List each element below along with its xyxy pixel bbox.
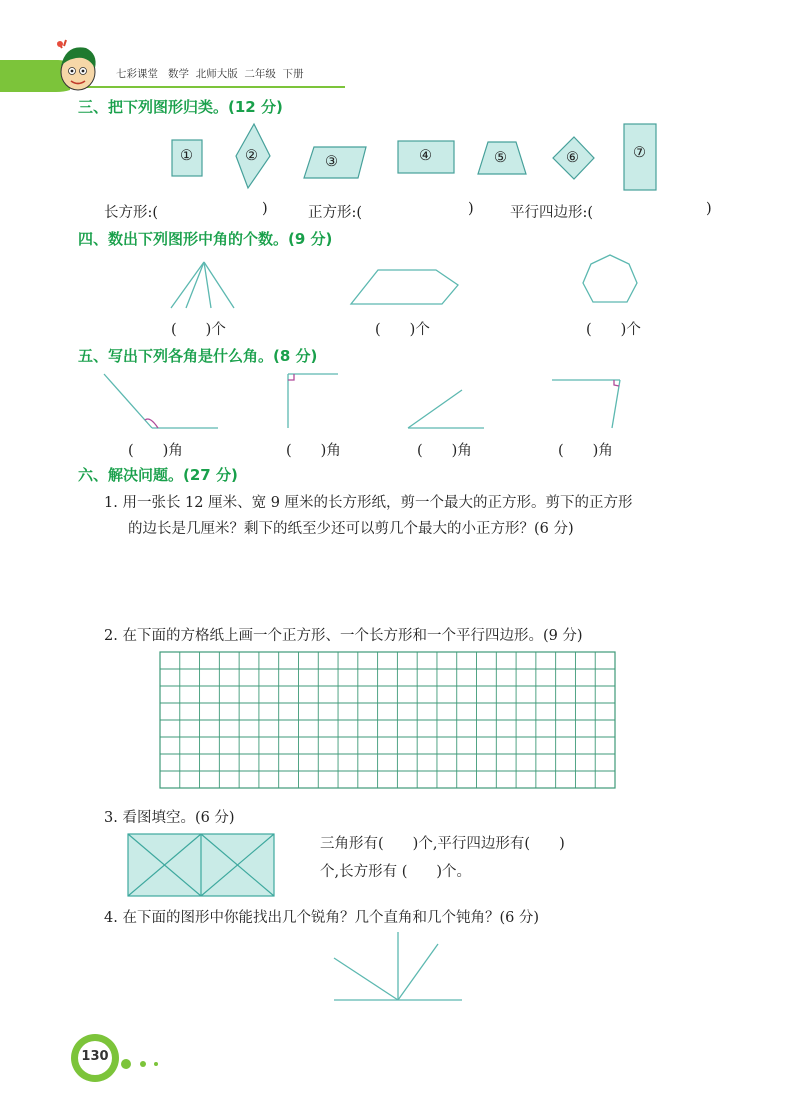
blank-angle-count-3[interactable]: ( )个 bbox=[586, 322, 641, 338]
shape-label-3: ③ bbox=[325, 154, 338, 170]
dot-icon bbox=[121, 1059, 131, 1069]
header-grade: 二年级 bbox=[244, 68, 276, 80]
shape-label-5: ⑤ bbox=[494, 150, 507, 166]
q1-line1: 1. 用一张长 12 厘米、宽 9 厘米的长方形纸，剪一个最大的正方形。剪下的正方形 bbox=[104, 495, 633, 511]
header-edition: 北师大版 bbox=[195, 68, 238, 80]
answer-square-close: ) bbox=[468, 201, 474, 217]
page-number: 130 bbox=[81, 1049, 109, 1064]
header-subject: 数学 bbox=[168, 68, 190, 80]
answer-square-label: 正方形:( bbox=[308, 205, 363, 221]
answer-rectangle-label: 长方形:( bbox=[104, 205, 159, 221]
shape-label-4: ④ bbox=[419, 148, 432, 164]
header-series: 七彩课堂 bbox=[116, 68, 158, 80]
section5-title: 五、写出下列各角是什么角。(8 分) bbox=[78, 347, 318, 365]
q3-line2: 个,长方形有 ( )个。 bbox=[320, 864, 472, 880]
shape-label-1: ① bbox=[180, 148, 193, 164]
blank-angle-type-3[interactable]: ( )角 bbox=[417, 443, 472, 459]
header-volume: 下册 bbox=[282, 68, 304, 80]
answer-rectangle-close: ) bbox=[262, 201, 268, 217]
shape-label-2: ② bbox=[245, 148, 258, 164]
section3-title: 三、把下列图形归类。(12 分) bbox=[78, 98, 283, 116]
blank-angle-type-1[interactable]: ( )角 bbox=[128, 443, 183, 459]
section4-title: 四、数出下列图形中角的个数。(9 分) bbox=[78, 230, 333, 248]
section6-title: 六、解决问题。(27 分) bbox=[78, 466, 238, 484]
answer-parallelogram-close: ) bbox=[706, 201, 712, 217]
blank-angle-count-1[interactable]: ( )个 bbox=[171, 322, 226, 338]
dot-icon bbox=[154, 1062, 158, 1066]
q3-line1: 三角形有( )个,平行四边形有( ) bbox=[320, 836, 565, 852]
dot-icon bbox=[140, 1061, 146, 1067]
blank-angle-count-2[interactable]: ( )个 bbox=[375, 322, 430, 338]
shape-label-7: ⑦ bbox=[633, 145, 646, 161]
blank-angle-type-4[interactable]: ( )角 bbox=[558, 443, 613, 459]
q3-text: 3. 看图填空。(6 分) bbox=[104, 810, 235, 826]
blank-angle-type-2[interactable]: ( )角 bbox=[286, 443, 341, 459]
q2-text: 2. 在下面的方格纸上画一个正方形、一个长方形和一个平行四边形。(9 分) bbox=[104, 628, 583, 644]
answer-parallelogram-label: 平行四边形:( bbox=[510, 205, 594, 221]
q4-text: 4. 在下面的图形中你能找出几个锐角？几个直角和几个钝角？(6 分) bbox=[104, 910, 540, 926]
q1-line2: 的边长是几厘米？剩下的纸至少还可以剪几个最大的小正方形？(6 分) bbox=[128, 521, 574, 537]
shape-label-6: ⑥ bbox=[566, 150, 579, 166]
